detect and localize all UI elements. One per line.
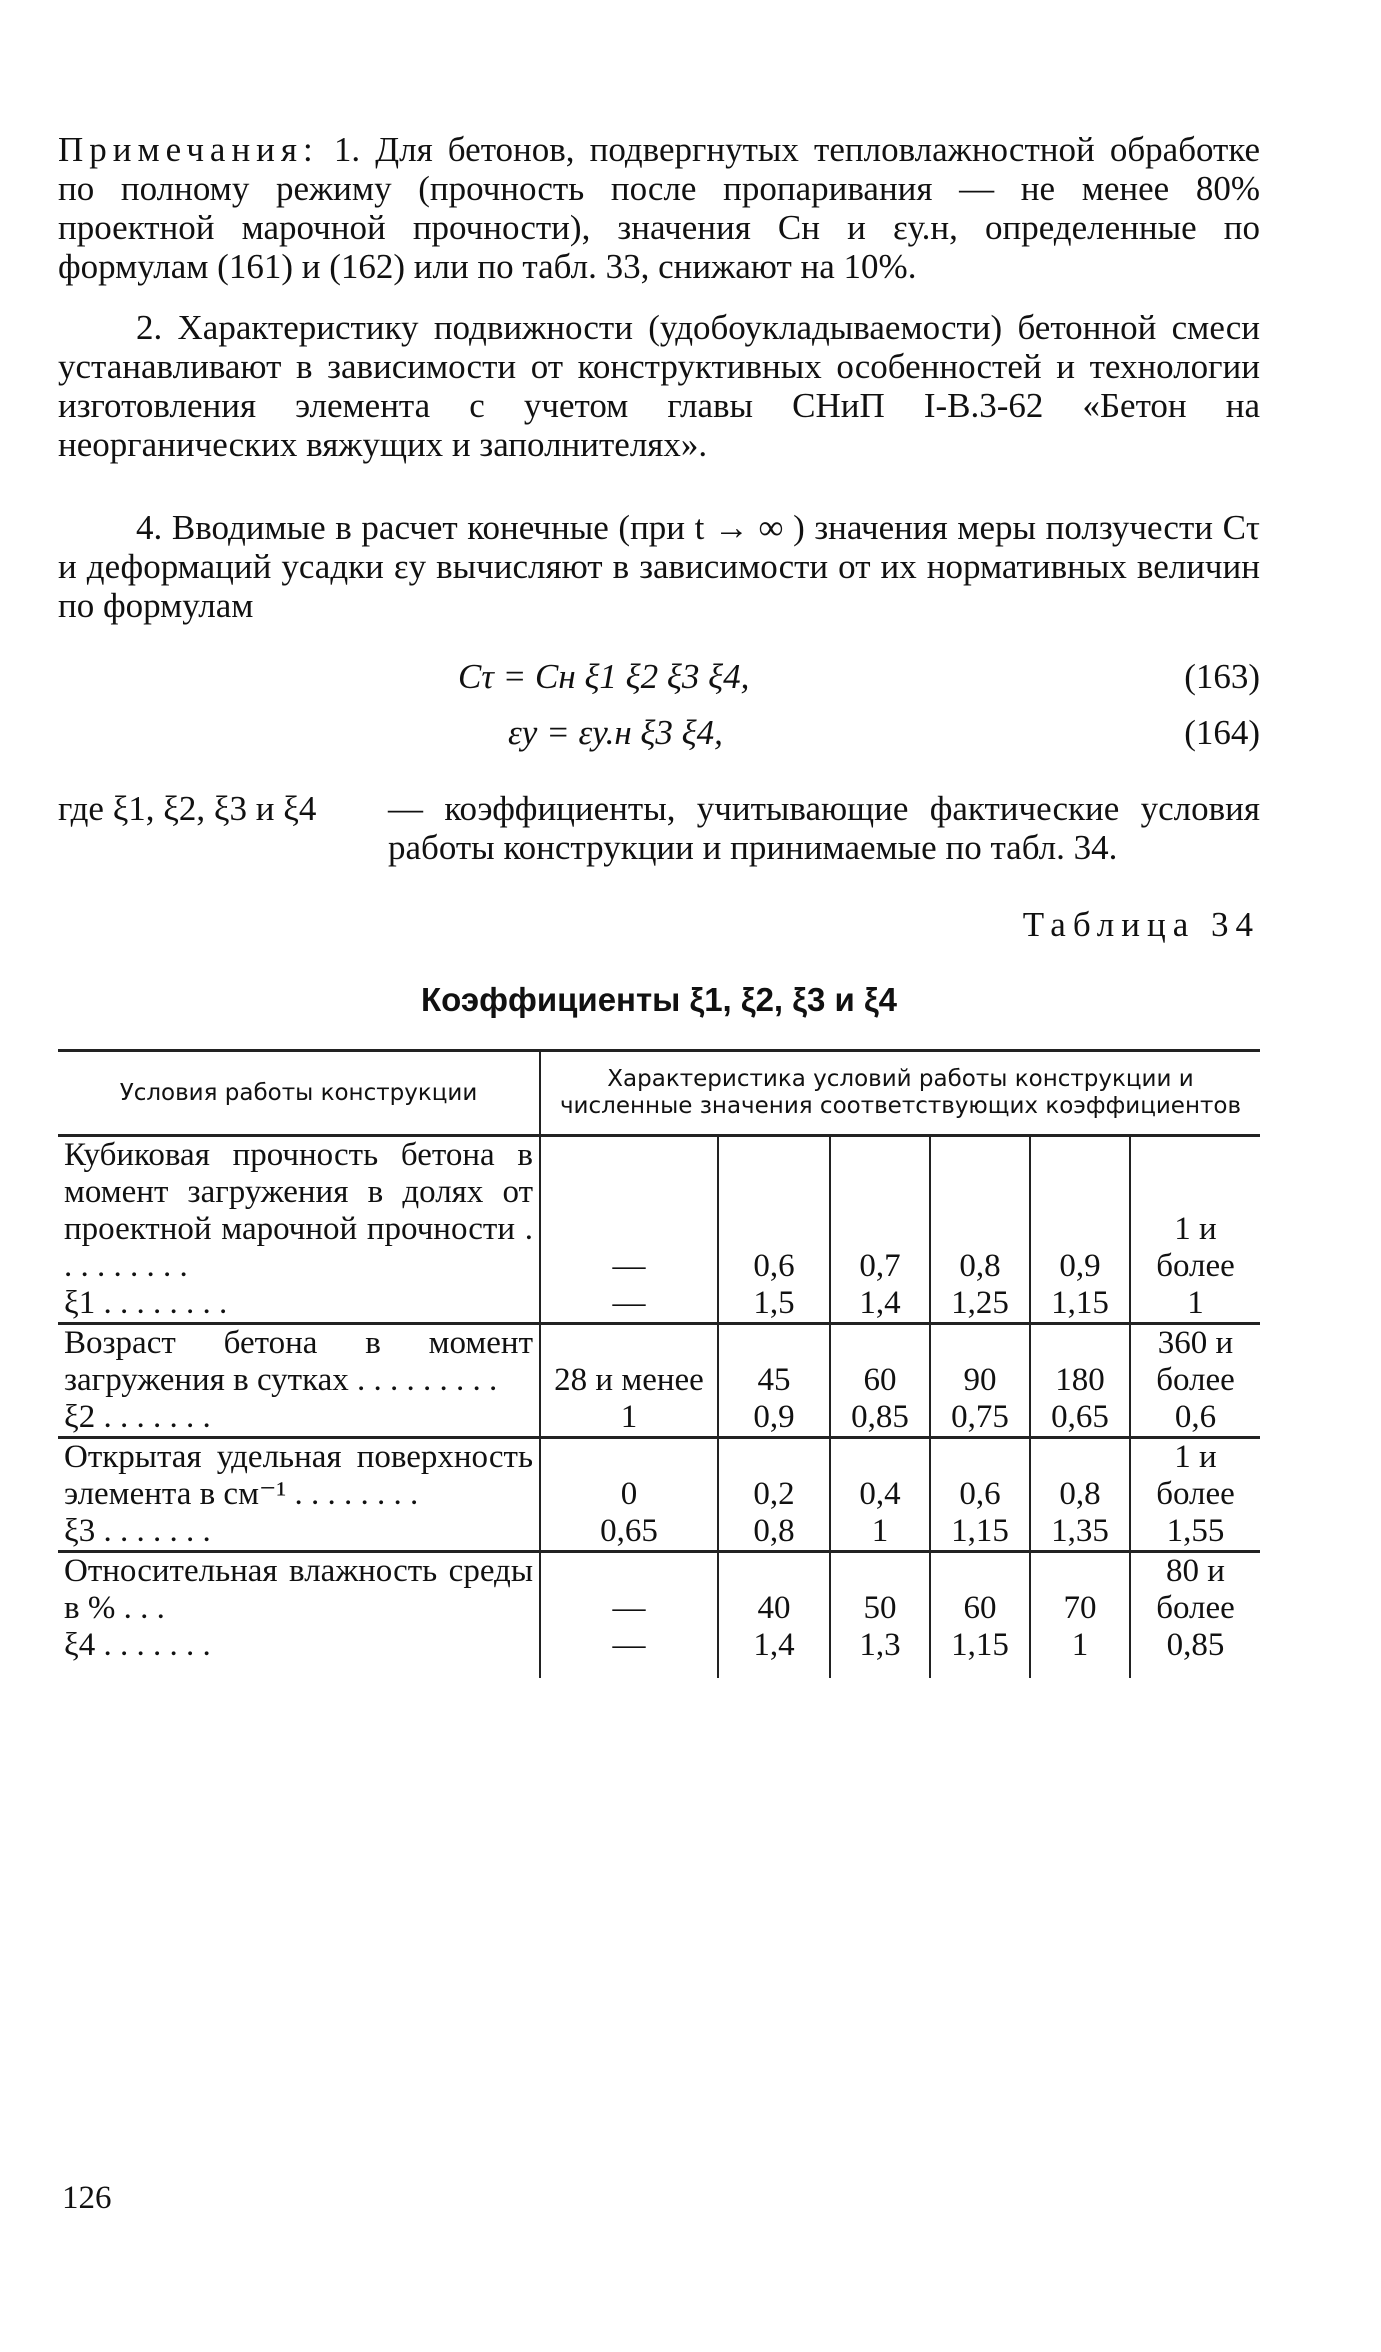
cell-coefficient: 0,85 (1130, 1627, 1260, 1678)
formula-163 (58, 649, 1260, 705)
cell-value: 0,8 (930, 1136, 1030, 1286)
formula-text: Cτ = Cн ξ1 ξ2 ξ3 ξ4, (458, 657, 750, 696)
formula-164 (58, 705, 1260, 761)
cell-value: 0,4 (830, 1438, 930, 1514)
cell-value: 180 (1030, 1324, 1130, 1400)
note-1-text: 1. Для бетонов, подвергнутых тепловлажностной обработке по полному режиму (прочность после пропаривания — не менее 80% проектной марочной прочности), значения Cн и εу.н, определенные по формулам (161) и (162) или по табл. 33, снижают на 10%. (58, 130, 1260, 286)
cell-coefficient: 1,5 (718, 1285, 830, 1324)
note-2: 2. Характеристику подвижности (удобоукладываемости) бетонной смеси устанавливают в зависимости от конструктивных особенностей и технологии изготовления элемента с учетом главы СНиП I-В.3-62 «Бетон на неорганических вяжущих и заполнителях». (58, 308, 1260, 464)
cell-coefficient: 0,6 (1130, 1399, 1260, 1438)
cell-value: 40 (718, 1552, 830, 1628)
cell-coefficient: 1 (830, 1513, 930, 1552)
coefficient-label: ξ4 . . . . . . . (64, 1627, 211, 1663)
cell-value: 0,7 (830, 1136, 930, 1286)
cell-value: 50 (830, 1552, 930, 1628)
cell-coefficient: 0,8 (718, 1513, 830, 1552)
condition-description: Относительная влажность среды в % . . . (64, 1553, 533, 1626)
paragraph-4: 4. Вводимые в расчет конечные (при t → ∞ ) значения меры ползучести Cτ и деформаций усадки εу вычисляют в зависимости от их нормативных величин по формулам (58, 508, 1260, 625)
cell-value: 1 и более (1130, 1136, 1260, 1286)
cell-coefficient: 0,65 (1030, 1399, 1130, 1438)
cell-value: 0,2 (718, 1438, 830, 1514)
cell-value: 80 и более (1130, 1552, 1260, 1628)
condition-description: Возраст бетона в момент загружения в сутках . . . . . . . . . (64, 1325, 533, 1398)
page-number: 126 (62, 2180, 112, 2216)
cell-coefficient: 1,35 (1030, 1513, 1130, 1552)
formula-number: (163) (1184, 657, 1260, 696)
table-row (58, 1399, 1260, 1438)
page (58, 130, 1260, 1678)
table-row (58, 1324, 1260, 1400)
formula-text: εу = εу.н ξ3 ξ4, (508, 713, 723, 752)
cell-value: 0,8 (1030, 1438, 1130, 1514)
cell-value: 28 и менее (540, 1324, 718, 1400)
formula-block (58, 649, 1260, 761)
cell-coefficient: 1 (1030, 1627, 1130, 1678)
coefficient-label: ξ1 . . . . . . . . (58, 1285, 540, 1324)
cell-value: 90 (930, 1324, 1030, 1400)
cell-coefficient: 1,55 (1130, 1513, 1260, 1552)
cell-coefficient: 1,15 (1030, 1285, 1130, 1324)
cell-value: 60 (930, 1552, 1030, 1628)
table-row (58, 1513, 1260, 1552)
cell-coefficient: 0,85 (830, 1399, 930, 1438)
table-row (58, 1438, 1260, 1514)
cell-coefficient: 0,65 (540, 1513, 718, 1552)
coefficients-table (58, 1049, 1260, 1678)
cell-coefficient: 1,3 (830, 1627, 930, 1678)
cell-value: 1 и более (1130, 1438, 1260, 1514)
cell-coefficient: 0,75 (930, 1399, 1030, 1438)
cell-coefficient: 1,4 (718, 1627, 830, 1678)
cell-value: 45 (718, 1324, 830, 1400)
cell-value: 360 и более (1130, 1324, 1260, 1400)
table-title: Коэффициенты ξ1, ξ2, ξ3 и ξ4 (421, 981, 897, 1018)
where-definition: — коэффициенты, учитывающие фактические условия работы конструкции и принимаемые по табл. 34. (388, 789, 1260, 867)
where-symbols: где ξ1, ξ2, ξ3 и ξ4 (58, 789, 317, 828)
notes-header: Примечания: (58, 130, 319, 169)
table-label: Таблица 34 (1022, 905, 1260, 944)
table-row (58, 1136, 1260, 1286)
cell-value: — (540, 1552, 718, 1628)
coefficient-label: ξ2 . . . . . . . (58, 1399, 540, 1438)
table-row (58, 1552, 1260, 1628)
cell-value: 0,9 (1030, 1136, 1130, 1286)
formula-number: (164) (1184, 713, 1260, 752)
header-characteristics: Характеристика условий работы конструкции и численные значения соответствующих коэффициентов (540, 1051, 1260, 1136)
cell-coefficient: 1 (540, 1399, 718, 1438)
coefficient-label: ξ3 . . . . . . . (58, 1513, 540, 1552)
cell-coefficient: 1 (1130, 1285, 1260, 1324)
cell-coefficient: 0,9 (718, 1399, 830, 1438)
condition-description: Кубиковая прочность бетона в момент загружения в долях от проектной марочной прочности . . . . . . . . . (64, 1137, 533, 1284)
cell-coefficient: — (540, 1627, 718, 1678)
cell-coefficient: — (540, 1285, 718, 1324)
where-clause (58, 789, 1260, 867)
note-1 (58, 130, 1260, 286)
condition-description: Открытая удельная поверхность элемента в см⁻¹ . . . . . . . . (64, 1439, 533, 1512)
header-conditions: Условия работы конструкции (119, 1079, 478, 1106)
cell-value: 0,6 (930, 1438, 1030, 1514)
cell-coefficient: 1,4 (830, 1285, 930, 1324)
cell-coefficient: 1,15 (930, 1627, 1030, 1678)
table-row (58, 1627, 1260, 1678)
cell-coefficient: 1,25 (930, 1285, 1030, 1324)
table-header-row (58, 1051, 1260, 1136)
cell-value: 60 (830, 1324, 930, 1400)
cell-value: 70 (1030, 1552, 1130, 1628)
cell-value: 0 (540, 1438, 718, 1514)
cell-value: 0,6 (718, 1136, 830, 1286)
table-row (58, 1285, 1260, 1324)
cell-coefficient: 1,15 (930, 1513, 1030, 1552)
cell-value: — (540, 1136, 718, 1286)
